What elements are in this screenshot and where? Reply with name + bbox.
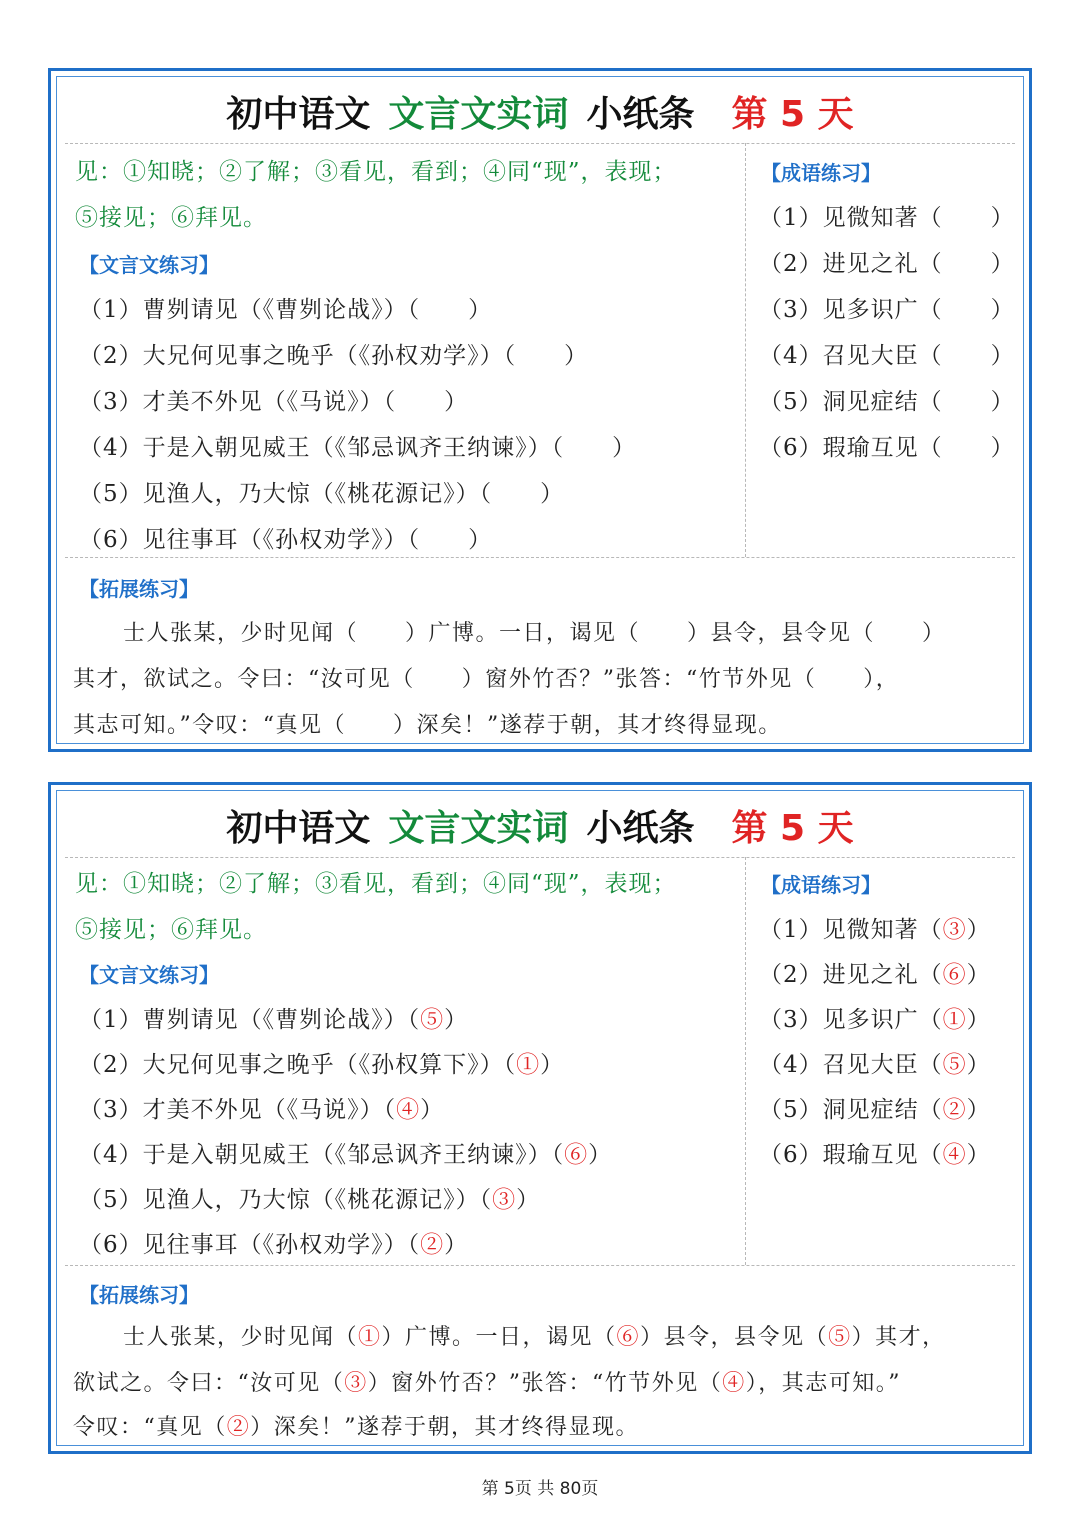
classical-item: （5）见渔人，乃大惊（《桃花源记》）（ ）	[79, 481, 565, 507]
divider	[65, 557, 1015, 558]
section-classical-heading: 【文言文练习】	[79, 253, 219, 277]
classical-item: （1）曹刿请见（《曹刿论战》）（ ）	[79, 297, 493, 323]
answer-mark: ②	[942, 1097, 967, 1123]
title-day: 第 5 天	[731, 94, 854, 135]
extension-line: 士人张某，少时见闻（ ）广博。一日，谒见（ ）县令，县令见（ ）	[123, 621, 946, 646]
answer-mark: ③	[492, 1187, 517, 1213]
answer-mark: ①	[358, 1325, 382, 1350]
section-extension-heading: 【拓展练习】	[79, 577, 199, 601]
definition-line-1: 见：①知晓；②了解；③看见，看到；④同“现”，表现；	[75, 159, 677, 185]
divider	[65, 857, 1015, 858]
answer-mark: ①	[516, 1052, 541, 1078]
classical-answer-item: （5）见渔人，乃大惊（《桃花源记》）（③）	[79, 1187, 541, 1213]
idiom-item: （2）进见之礼（ ）	[759, 251, 1015, 277]
idiom-item: （5）洞见症结（ ）	[759, 389, 1015, 415]
divider	[65, 143, 1015, 144]
answer-mark: ⑥	[942, 962, 967, 988]
extension-answer-line: 士人张某，少时见闻（①）广博。一日，谒见（⑥）县令，县令见（⑤）其才，	[123, 1325, 946, 1350]
answer-mark: ②	[420, 1232, 445, 1258]
idiom-answer-item: （5）洞见症结（②）	[759, 1097, 991, 1123]
page-number: 第 5页 共 80页	[481, 1479, 599, 1499]
answer-mark: ③	[344, 1371, 368, 1396]
answer-mark: ⑤	[828, 1325, 852, 1350]
answer-mark: ⑥	[564, 1142, 589, 1168]
divider	[65, 1265, 1015, 1266]
card-title	[51, 799, 1029, 859]
definition-line-2: ⑤接见；⑥拜见。	[75, 205, 267, 231]
title-type: 小纸条	[586, 808, 695, 849]
section-extension-heading: 【拓展练习】	[79, 1283, 199, 1307]
definition-line-2: ⑤接见；⑥拜见。	[75, 917, 267, 943]
idiom-item: （4）召见大臣（ ）	[759, 343, 1015, 369]
answer-mark: ④	[942, 1142, 967, 1168]
idiom-item: （6）瑕瑜互见（ ）	[759, 435, 1015, 461]
idiom-item: （3）见多识广（ ）	[759, 297, 1015, 323]
extension-line: 其才，欲试之。令曰：“汝可见（ ）窗外竹否？”张答：“竹节外见（ ），	[73, 667, 900, 692]
section-idiom-heading: 【成语练习】	[761, 873, 881, 897]
idiom-answer-item: （6）瑕瑜互见（④）	[759, 1142, 991, 1168]
title-subject: 初中语文	[226, 808, 371, 849]
classical-answer-item: （4）于是入朝见威王（《邹忌讽齐王纳谏》）（⑥）	[79, 1142, 613, 1168]
title-topic: 文言文实词	[388, 808, 569, 849]
divider	[745, 857, 746, 1265]
divider	[745, 143, 746, 557]
classical-answer-item: （1）曹刿请见（《曹刿论战》）（⑤）	[79, 1007, 469, 1033]
extension-answer-line: 令叹：“真见（②）深矣！”遂荐于朝，其才终得显现。	[73, 1415, 640, 1440]
extension-answer-line: 欲试之。令曰：“汝可见（③）窗外竹否？”张答：“竹节外见（④），其志可知。”	[73, 1371, 902, 1396]
answer-mark: ⑤	[942, 1052, 967, 1078]
section-classical-heading: 【文言文练习】	[79, 963, 219, 987]
section-idiom-heading: 【成语练习】	[761, 161, 881, 185]
idiom-answer-item: （3）见多识广（①）	[759, 1007, 991, 1033]
answer-mark: ②	[226, 1415, 251, 1440]
classical-answer-item: （6）见往事耳（《孙权劝学》）（②）	[79, 1232, 469, 1258]
classical-answer-item: （3）才美不外见（《马说》）（④）	[79, 1097, 445, 1123]
classical-item: （3）才美不外见（《马说》）（ ）	[79, 389, 469, 415]
answer-mark: ⑥	[616, 1325, 641, 1350]
practice-card-answers	[48, 782, 1032, 1454]
classical-item: （4）于是入朝见威王（《邹忌讽齐王纳谏》）（ ）	[79, 435, 637, 461]
classical-answer-item: （2）大兄何见事之晚乎（《孙权算下》）（①）	[79, 1052, 565, 1078]
answer-mark: ③	[942, 917, 967, 943]
answer-mark: ①	[942, 1007, 967, 1033]
title-day: 第 5 天	[731, 808, 854, 849]
answer-mark: ④	[396, 1097, 421, 1123]
idiom-answer-item: （4）召见大臣（⑤）	[759, 1052, 991, 1078]
title-subject: 初中语文	[226, 94, 371, 135]
extension-line: 其志可知。”令叹：“真见（ ）深矣！”遂荐于朝，其才终得显现。	[73, 713, 782, 738]
title-type: 小纸条	[586, 94, 695, 135]
classical-item: （6）见往事耳（《孙权劝学》）（ ）	[79, 527, 493, 553]
idiom-answer-item: （2）进见之礼（⑥）	[759, 962, 991, 988]
answer-mark: ⑤	[420, 1007, 445, 1033]
idiom-answer-item: （1）见微知著（③）	[759, 917, 991, 943]
idiom-item: （1）见微知著（ ）	[759, 205, 1015, 231]
title-topic: 文言文实词	[388, 94, 569, 135]
classical-item: （2）大兄何见事之晚乎（《孙权劝学》）（ ）	[79, 343, 589, 369]
definition-line-1: 见：①知晓；②了解；③看见，看到；④同“现”，表现；	[75, 871, 677, 897]
practice-card-blank	[48, 68, 1032, 752]
answer-mark: ④	[722, 1371, 746, 1396]
card-title	[51, 85, 1029, 145]
